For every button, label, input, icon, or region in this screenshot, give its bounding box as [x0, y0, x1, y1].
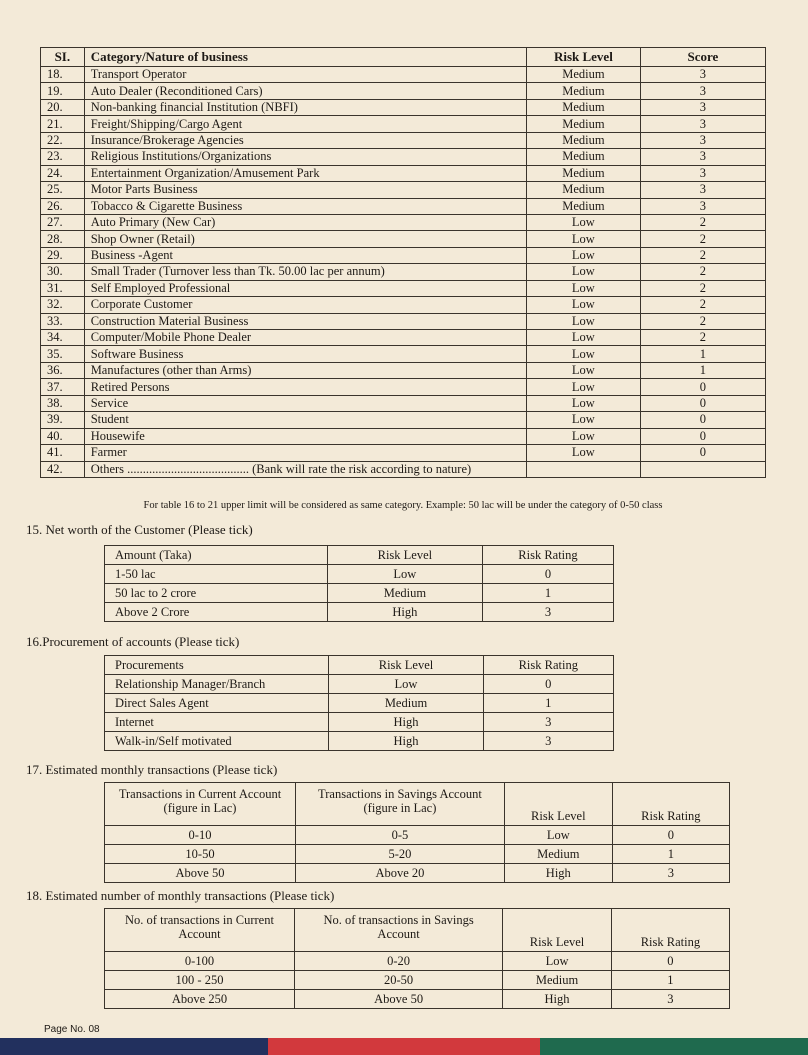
table-header-row [105, 546, 614, 565]
sl-cell: 38. [41, 395, 85, 411]
category-cell: Housewife [84, 428, 526, 444]
section-15-title: 15. Net worth of the Customer (Please tick) [26, 522, 253, 537]
table-row[interactable] [41, 346, 766, 362]
category-cell: Auto Primary (New Car) [84, 214, 526, 230]
sl-cell: 24. [41, 165, 85, 181]
risk-rating-cell: 0 [482, 565, 613, 584]
risk-rating-cell: 0 [612, 826, 729, 845]
table-row[interactable] [41, 231, 766, 247]
risk-level-cell: Medium [526, 149, 640, 165]
net-worth-table [104, 545, 614, 622]
table-row[interactable] [41, 99, 766, 115]
category-cell: Software Business [84, 346, 526, 362]
category-cell: Shop Owner (Retail) [84, 231, 526, 247]
table-row[interactable] [105, 845, 730, 864]
sl-cell: 18. [41, 67, 85, 83]
category-cell: Religious Institutions/Organizations [84, 149, 526, 165]
table-row[interactable] [41, 412, 766, 428]
score-cell: 2 [640, 231, 765, 247]
sl-cell: 28. [41, 231, 85, 247]
header-score: Score [640, 48, 765, 67]
category-cell: Corporate Customer [84, 297, 526, 313]
table-row[interactable] [105, 864, 730, 883]
risk-rating-cell: 1 [482, 584, 613, 603]
savings-cell: 20-50 [295, 971, 503, 990]
category-cell: Transport Operator [84, 67, 526, 83]
header-risk-level: Risk Level [504, 783, 612, 826]
procurement-cell: Walk-in/Self motivated [105, 732, 329, 751]
score-cell: 2 [640, 330, 765, 346]
risk-level-cell: High [503, 990, 612, 1009]
score-cell: 0 [640, 412, 765, 428]
monthly-transactions-table [104, 782, 730, 883]
current-cell: Above 250 [105, 990, 295, 1009]
category-cell: Others ....................................... (Bank will rate the risk according to nature) [84, 461, 526, 477]
table-row[interactable] [41, 297, 766, 313]
score-cell: 3 [640, 165, 765, 181]
score-cell: 2 [640, 313, 765, 329]
risk-level-cell: Medium [526, 198, 640, 214]
category-cell: Business -Agent [84, 247, 526, 263]
table-row[interactable] [105, 952, 730, 971]
risk-rating-cell: 3 [612, 864, 729, 883]
risk-level-cell: Medium [526, 83, 640, 99]
sl-cell: 25. [41, 182, 85, 198]
risk-level-cell: Low [526, 247, 640, 263]
score-cell: 1 [640, 362, 765, 378]
table-header-row [105, 656, 614, 675]
number-of-transactions-table [104, 908, 730, 1009]
score-cell: 0 [640, 379, 765, 395]
header-risk-level: Risk Level [327, 546, 482, 565]
risk-level-cell: Medium [503, 971, 612, 990]
risk-rating-cell: 1 [483, 694, 613, 713]
amount-cell: 1-50 lac [105, 565, 328, 584]
table-row[interactable] [105, 603, 614, 622]
table-row[interactable] [105, 694, 614, 713]
score-cell [640, 461, 765, 477]
header-savings-account [296, 783, 505, 826]
risk-level-cell: High [504, 864, 612, 883]
risk-level-cell: Low [503, 952, 612, 971]
procurement-cell: Direct Sales Agent [105, 694, 329, 713]
sl-cell: 19. [41, 83, 85, 99]
table-row[interactable] [41, 313, 766, 329]
risk-rating-cell: 0 [483, 675, 613, 694]
risk-level-cell: Low [329, 675, 483, 694]
score-cell: 2 [640, 247, 765, 263]
table-row[interactable] [41, 379, 766, 395]
risk-level-cell: Low [526, 445, 640, 461]
risk-level-cell: Low [526, 330, 640, 346]
current-cell: 10-50 [105, 845, 296, 864]
category-cell: Manufactures (other than Arms) [84, 362, 526, 378]
sl-cell: 36. [41, 362, 85, 378]
category-cell: Insurance/Brokerage Agencies [84, 132, 526, 148]
risk-level-cell: Low [526, 214, 640, 230]
category-cell: Auto Dealer (Reconditioned Cars) [84, 83, 526, 99]
score-cell: 2 [640, 264, 765, 280]
category-cell: Service [84, 395, 526, 411]
risk-rating-cell: 3 [611, 990, 729, 1009]
category-cell: Small Trader (Turnover less than Tk. 50.00 lac per annum) [84, 264, 526, 280]
procurement-cell: Internet [105, 713, 329, 732]
score-cell: 3 [640, 116, 765, 132]
risk-level-cell: Low [526, 264, 640, 280]
amount-cell: 50 lac to 2 crore [105, 584, 328, 603]
score-cell: 3 [640, 182, 765, 198]
sl-cell: 42. [41, 461, 85, 477]
category-cell: Self Employed Professional [84, 280, 526, 296]
risk-level-cell: Medium [526, 132, 640, 148]
score-cell: 3 [640, 99, 765, 115]
risk-level-cell: Low [526, 395, 640, 411]
risk-level-cell: Low [526, 362, 640, 378]
score-cell: 0 [640, 428, 765, 444]
table-row[interactable] [105, 584, 614, 603]
risk-level-cell: Low [526, 231, 640, 247]
table-row[interactable] [105, 971, 730, 990]
header-line: No. of transactions in Savings [323, 913, 474, 927]
risk-level-cell: Low [526, 297, 640, 313]
category-cell: Motor Parts Business [84, 182, 526, 198]
risk-level-cell: Low [526, 428, 640, 444]
header-line: Transactions in Current Account [118, 787, 282, 801]
table-row[interactable] [105, 713, 614, 732]
score-cell: 1 [640, 346, 765, 362]
risk-level-cell: Low [504, 826, 612, 845]
risk-level-cell: Low [526, 412, 640, 428]
sl-cell: 21. [41, 116, 85, 132]
section-17-title: 17. Estimated monthly transactions (Please tick) [26, 762, 278, 777]
current-cell: 0-10 [105, 826, 296, 845]
sl-cell: 32. [41, 297, 85, 313]
sl-cell: 41. [41, 445, 85, 461]
score-cell: 2 [640, 280, 765, 296]
sl-cell: 37. [41, 379, 85, 395]
risk-rating-cell: 3 [483, 732, 613, 751]
header-amount: Amount (Taka) [105, 546, 328, 565]
business-category-risk-table [40, 47, 766, 478]
risk-level-cell: Low [526, 313, 640, 329]
sl-cell: 31. [41, 280, 85, 296]
score-cell: 3 [640, 132, 765, 148]
header-procurements: Procurements [105, 656, 329, 675]
header-savings-account [295, 909, 503, 952]
table-header-row [105, 909, 730, 952]
table-row[interactable] [41, 116, 766, 132]
risk-level-cell: Low [327, 565, 482, 584]
table-row[interactable] [41, 264, 766, 280]
table-row[interactable] [41, 428, 766, 444]
section-16-title: 16.Procurement of accounts (Please tick) [26, 634, 240, 649]
sl-cell: 26. [41, 198, 85, 214]
score-cell: 3 [640, 149, 765, 165]
table-header-row [41, 48, 766, 67]
table-row[interactable] [105, 990, 730, 1009]
footer-stripe-green [540, 1038, 808, 1055]
table-row[interactable] [41, 83, 766, 99]
savings-cell: 0-5 [296, 826, 505, 845]
risk-level-cell: Low [526, 280, 640, 296]
sl-cell: 22. [41, 132, 85, 148]
header-current-account [105, 783, 296, 826]
risk-level-cell: Medium [526, 99, 640, 115]
score-cell: 0 [640, 445, 765, 461]
table-row[interactable] [105, 826, 730, 845]
table-row[interactable] [105, 732, 614, 751]
category-cell: Construction Material Business [84, 313, 526, 329]
procurement-cell: Relationship Manager/Branch [105, 675, 329, 694]
sl-cell: 30. [41, 264, 85, 280]
table-row[interactable] [41, 445, 766, 461]
score-cell: 2 [640, 214, 765, 230]
header-line: Account [178, 927, 221, 941]
risk-rating-cell: 3 [482, 603, 613, 622]
sl-cell: 39. [41, 412, 85, 428]
savings-cell: 5-20 [296, 845, 505, 864]
table-row[interactable] [41, 247, 766, 263]
score-cell: 3 [640, 83, 765, 99]
current-cell: Above 50 [105, 864, 296, 883]
table-row[interactable] [41, 280, 766, 296]
category-cell: Freight/Shipping/Cargo Agent [84, 116, 526, 132]
header-risk-level: Risk Level [503, 909, 612, 952]
category-cell: Computer/Mobile Phone Dealer [84, 330, 526, 346]
header-line: No. of transactions in Current [125, 913, 274, 927]
risk-level-cell: High [329, 732, 483, 751]
table-row[interactable] [41, 67, 766, 83]
table-body [41, 67, 766, 478]
sl-cell: 34. [41, 330, 85, 346]
risk-level-cell: Medium [329, 694, 483, 713]
footer-stripe-blue [0, 1038, 268, 1055]
sl-cell: 40. [41, 428, 85, 444]
header-line: Account [377, 927, 420, 941]
risk-level-cell: Medium [526, 116, 640, 132]
section-18-title: 18. Estimated number of monthly transactions (Please tick) [26, 888, 335, 903]
savings-cell: 0-20 [295, 952, 503, 971]
category-cell: Retired Persons [84, 379, 526, 395]
header-category: Category/Nature of business [84, 48, 526, 67]
risk-level-cell: Medium [526, 67, 640, 83]
table-header-row [105, 783, 730, 826]
table-row[interactable] [41, 330, 766, 346]
sl-cell: 23. [41, 149, 85, 165]
risk-rating-cell: 3 [483, 713, 613, 732]
header-line: Transactions in Savings Account [318, 787, 482, 801]
risk-rating-cell: 1 [611, 971, 729, 990]
header-risk-rating: Risk Rating [482, 546, 613, 565]
risk-level-cell: High [327, 603, 482, 622]
header-current-account [105, 909, 295, 952]
footer-stripe-red [268, 1038, 540, 1055]
amount-cell: Above 2 Crore [105, 603, 328, 622]
risk-level-cell: Medium [327, 584, 482, 603]
procurement-table [104, 655, 614, 751]
table-row[interactable] [41, 395, 766, 411]
risk-level-cell: Medium [504, 845, 612, 864]
risk-rating-cell: 0 [611, 952, 729, 971]
category-cell: Tobacco & Cigarette Business [84, 198, 526, 214]
header-risk-rating: Risk Rating [612, 783, 729, 826]
table-row[interactable] [105, 565, 614, 584]
table-row[interactable] [41, 362, 766, 378]
savings-cell: Above 50 [295, 990, 503, 1009]
category-cell: Student [84, 412, 526, 428]
risk-level-cell: High [329, 713, 483, 732]
table-row[interactable] [41, 165, 766, 181]
risk-rating-cell: 1 [612, 845, 729, 864]
sl-cell: 20. [41, 99, 85, 115]
sl-cell: 35. [41, 346, 85, 362]
current-cell: 0-100 [105, 952, 295, 971]
risk-level-cell: Medium [526, 182, 640, 198]
table-row[interactable] [41, 149, 766, 165]
risk-level-cell: Low [526, 346, 640, 362]
score-cell: 0 [640, 395, 765, 411]
category-cell: Non-banking financial Institution (NBFI) [84, 99, 526, 115]
header-line: (figure in Lac) [363, 801, 437, 815]
header-risk-rating: Risk Rating [483, 656, 613, 675]
risk-level-cell [526, 461, 640, 477]
score-cell: 3 [640, 67, 765, 83]
risk-level-cell: Low [526, 379, 640, 395]
header-risk-level: Risk Level [526, 48, 640, 67]
sl-cell: 29. [41, 247, 85, 263]
savings-cell: Above 20 [296, 864, 505, 883]
header-sl: SI. [41, 48, 85, 67]
category-note: For table 16 to 21 upper limit will be considered as same category. Example: 50 lac will be under the category of 0-50 class [143, 500, 663, 511]
header-risk-level: Risk Level [329, 656, 483, 675]
header-line: (figure in Lac) [163, 801, 237, 815]
table-row[interactable] [105, 675, 614, 694]
current-cell: 100 - 250 [105, 971, 295, 990]
header-risk-rating: Risk Rating [611, 909, 729, 952]
category-cell: Farmer [84, 445, 526, 461]
table-row[interactable] [41, 198, 766, 214]
table-row[interactable] [41, 461, 766, 477]
table-row[interactable] [41, 214, 766, 230]
table-row[interactable] [41, 132, 766, 148]
risk-level-cell: Medium [526, 165, 640, 181]
table-row[interactable] [41, 182, 766, 198]
score-cell: 3 [640, 198, 765, 214]
score-cell: 2 [640, 297, 765, 313]
sl-cell: 27. [41, 214, 85, 230]
category-cell: Entertainment Organization/Amusement Park [84, 165, 526, 181]
sl-cell: 33. [41, 313, 85, 329]
page-number: Page No. 08 [44, 1024, 100, 1035]
